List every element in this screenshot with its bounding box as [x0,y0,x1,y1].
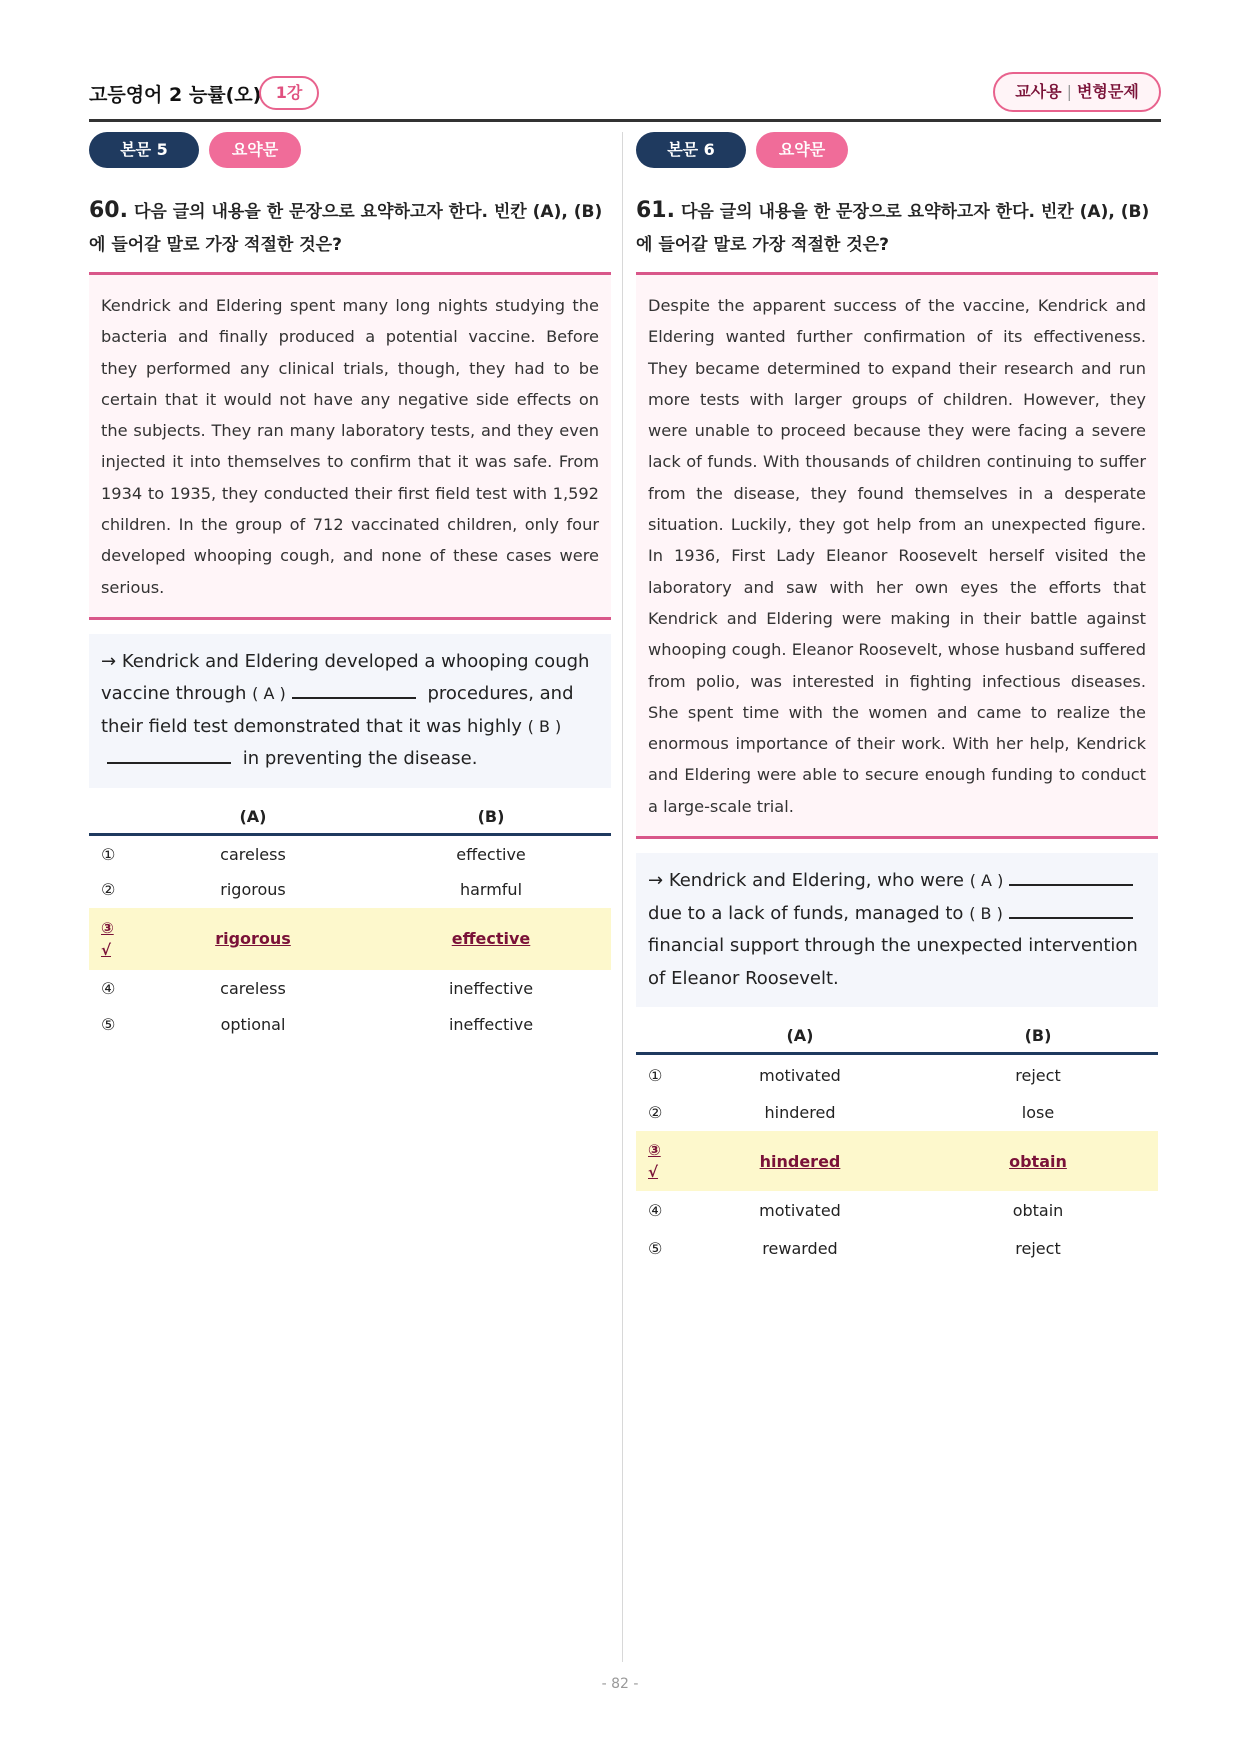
choices-header [636,1019,1158,1055]
choice-number: ④ [101,979,116,999]
summary-text-3: financial support through the unexpected intervention of Eleanor Roosevelt. [648,935,1138,989]
header-b: (B) [477,806,505,826]
passage-tag: 본문 6 [636,132,746,168]
summary-text-2: due to a lack of funds, managed to [648,902,964,924]
choice-a: rewarded [762,1238,838,1258]
edition-badge [993,72,1161,112]
passage-text: Kendrick and Eldering spent many long nights studying the bacteria and finally produced a potential vaccine. Before they performed any clinical trials, though, they had to be certain that it would not have any negative side effects on the subjects. They ran many laboratory tests, and they even injected it into themselves to confirm that it was safe. From 1934 to 1935, they conducted their first field test with 1,592 children. In the group of 712 vaccinated children, only four developed whooping cough, and none of these cases were serious. [101,296,599,597]
choice-number: ② [648,1102,663,1122]
choice-a: careless [220,979,286,999]
choice-a: rigorous [220,880,286,900]
passage-tag: 본문 5 [89,132,199,168]
question-61 [636,132,1158,1267]
summary-text-2: procedures, and their field test demonstrated that it was highly [101,683,574,737]
choice-a [135,929,371,948]
check-mark-icon: √ [648,1163,659,1182]
choice-a [682,1152,918,1171]
tag-row [89,132,611,168]
choice-b: ineffective [448,1015,534,1035]
choice-a-text: rigorous [215,929,291,949]
blank-label-b: ( B ) [969,903,1003,923]
blank-label-a: ( A ) [252,684,286,704]
choice-row-correct[interactable] [89,908,611,970]
choice-b-text: obtain [1009,1151,1067,1171]
choice-b: harmful [459,880,523,900]
lesson-badge: 1강 [259,76,319,110]
passage-text: Despite the apparent success of the vaccine, Kendrick and Eldering wanted further confirmation of its effectiveness. They became determined to expand their research and run more tests with larger groups of children. However, they were unable to proceed because they were facing a severe lack of funds. With thousands of children continuing to suffer from the disease, they found themselves in a desperate situation. Luckily, they got help from an unexpected figure. In 1936, First Lady Eleanor Roosevelt herself visited the laboratory and saw with her own eyes the efforts that Kendrick and Eldering were making in their battle against whooping cough. Eleanor Roosevelt, whose husband suffered from polio, was interested in fighting infectious diseases. She spent time with the women and came to realize the enormous importance of their work. With her help, Kendrick and Eldering were able to secure enough funding to conduct a large-scale trial. [648,296,1146,816]
choice-a-text: hindered [759,1151,841,1171]
choice-b: reject [1015,1065,1061,1085]
summary-box [636,853,1158,1007]
choice-number: ② [101,880,116,900]
choice-b: obtain [1012,1200,1064,1220]
question-60 [89,132,611,1042]
choice-number: ④ [648,1200,663,1220]
choice-a: hindered [764,1102,836,1122]
choice-b: ineffective [448,979,534,999]
question-text: 다음 글의 내용을 한 문장으로 요약하고자 한다. 빈칸 (A), (B)에 들어갈 말로 가장 적절한 것은? [636,202,1150,255]
choice-b: lose [1021,1102,1055,1122]
choice-a: careless [220,844,286,864]
blank-b [107,750,231,764]
choice-number [636,1139,682,1183]
choices-table [89,800,611,1042]
summary-arrow: → [101,650,117,672]
choice-number: ⑤ [648,1238,663,1258]
type-tag: 요약문 [756,132,848,168]
page-number: - 82 - [601,1676,639,1692]
choice-row[interactable] [89,837,611,872]
header-b: (B) [1024,1026,1052,1046]
tag-row [636,132,1158,168]
blank-b [1009,905,1133,919]
page-header [89,70,1161,122]
question-text: 다음 글의 내용을 한 문장으로 요약하고자 한다. 빈칸 (A), (B)에 들어갈 말로 가장 적절한 것은? [89,202,603,255]
blank-a [292,685,416,699]
choice-row-correct[interactable] [636,1131,1158,1191]
choice-b: reject [1015,1238,1061,1258]
choices-table [636,1019,1158,1267]
choice-a: motivated [759,1065,841,1085]
choice-row[interactable] [636,1191,1158,1229]
summary-text-1: Kendrick and Eldering, who were [668,870,964,892]
type-label: 변형문제 [1076,82,1139,101]
question-stem [89,194,611,262]
blank-label-a: ( A ) [969,871,1004,891]
badge-separator: | [1066,82,1072,101]
question-number: 61. [636,198,675,223]
summary-text-1: Kendrick and Eldering developed a whooping cough vaccine through [101,650,590,705]
blank-label-b: ( B ) [527,716,562,736]
question-stem [636,194,1158,262]
summary-text-3: in preventing the disease. [242,748,478,770]
question-number: 60. [89,198,128,223]
choice-b [371,929,611,948]
choices-header [89,800,611,836]
blank-a [1009,872,1133,886]
choice-row[interactable] [636,1229,1158,1267]
choice-number-label: ③ [648,1141,661,1160]
summary-arrow: → [648,870,664,892]
choice-row[interactable] [89,872,611,908]
summary-box [89,634,611,788]
choice-row[interactable] [89,1008,611,1042]
audience-label: 교사용 [1015,82,1062,101]
book-title: 고등영어 2 능률(오) [89,84,262,106]
header-a: (A) [239,806,267,826]
choice-number: ⑤ [101,1015,116,1035]
choice-b-text: effective [451,929,531,949]
check-mark-icon: √ [101,940,112,959]
choice-a: motivated [759,1200,841,1220]
choice-a: optional [220,1015,286,1035]
choice-number [89,917,135,961]
choice-b [918,1152,1158,1171]
header-a: (A) [786,1026,814,1046]
column-divider [622,132,623,1662]
choice-b: effective [456,844,526,864]
choice-number: ① [648,1065,663,1085]
choice-number-label: ③ [101,918,114,937]
choice-row[interactable] [636,1093,1158,1131]
choice-row[interactable] [89,970,611,1008]
choice-row[interactable] [636,1057,1158,1093]
type-tag: 요약문 [209,132,301,168]
passage-box [636,272,1158,839]
header-rule [89,119,1161,122]
choice-number: ① [101,844,116,864]
passage-box [89,272,611,620]
